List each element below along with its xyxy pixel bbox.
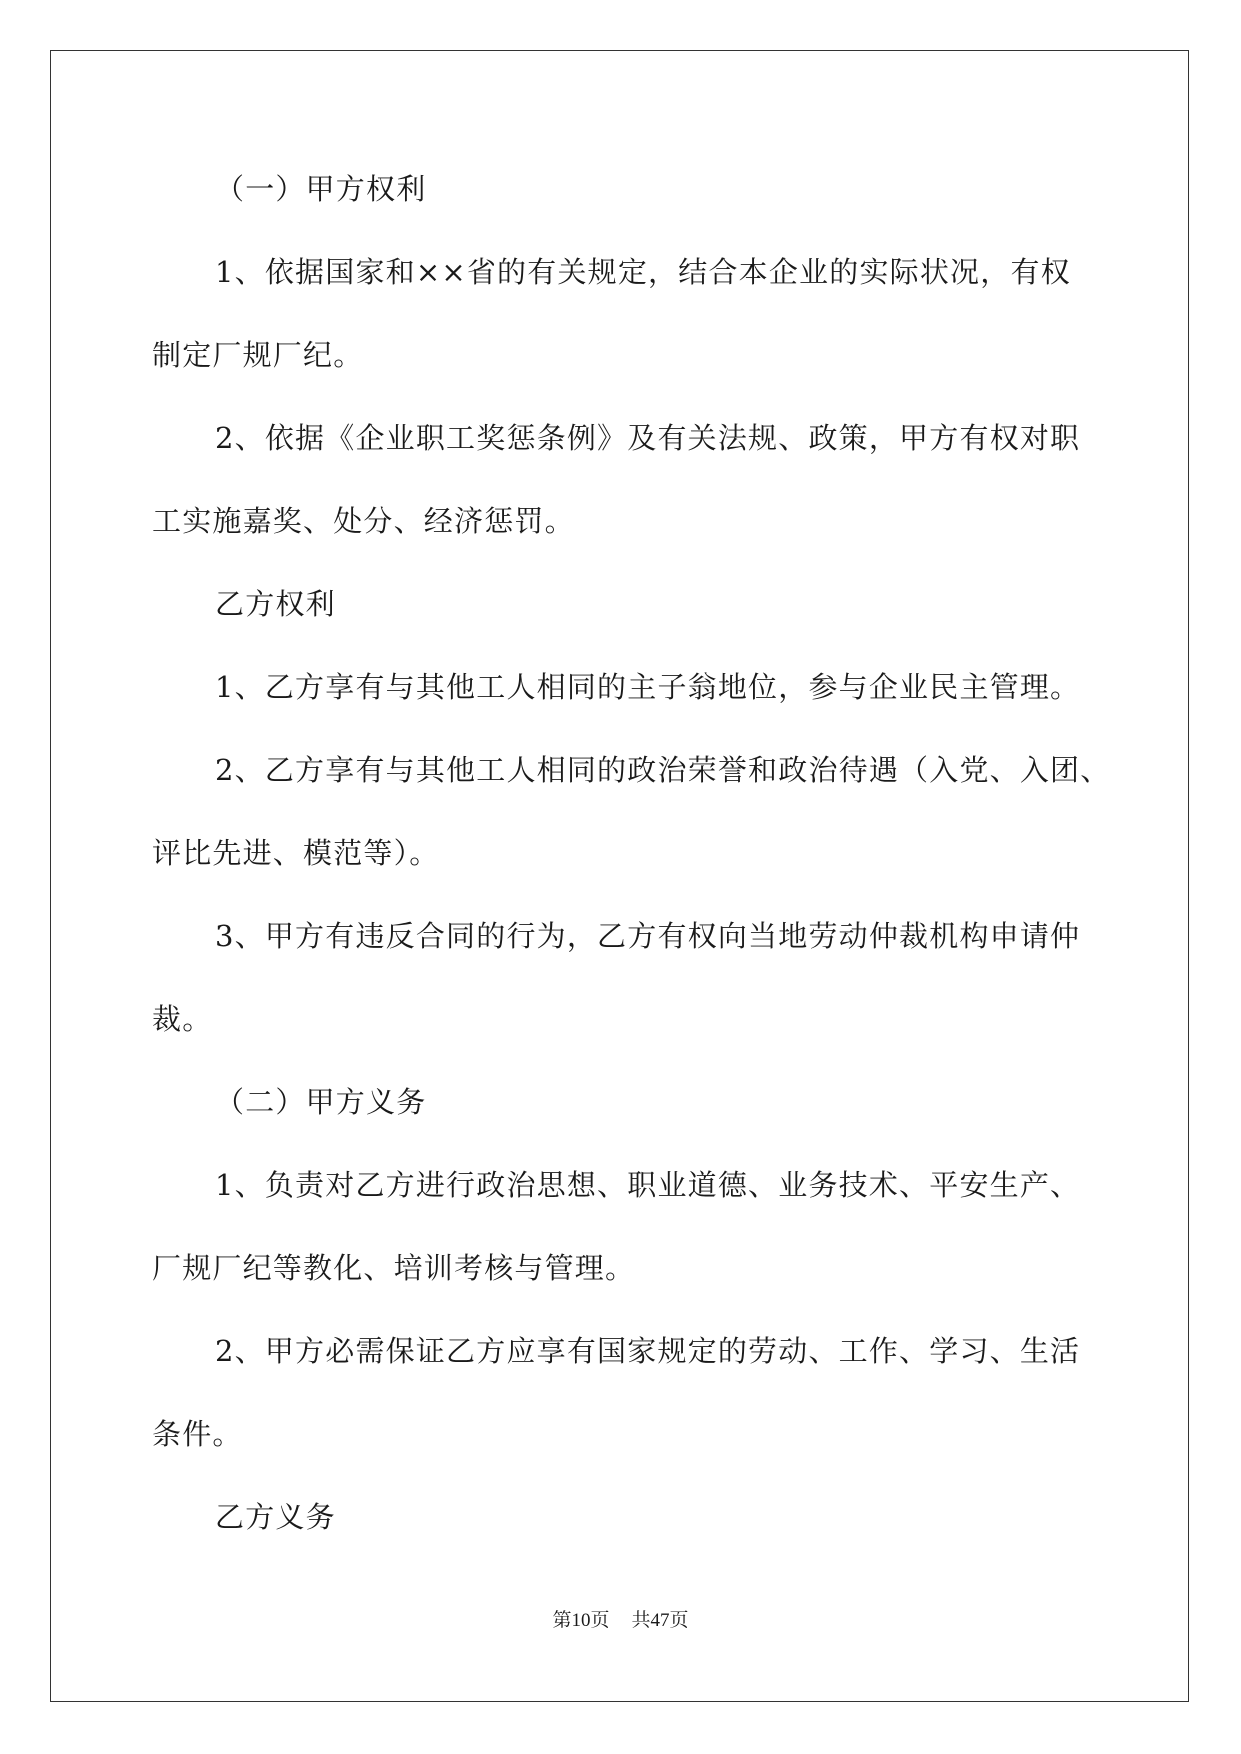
page-footer (0, 1609, 1241, 1633)
paragraph-line: 制定厂规厂纪。 (152, 338, 364, 372)
paragraph-line: 3、甲方有违反合同的行为，乙方有权向当地劳动仲裁机构申请仲 (215, 919, 1081, 953)
paragraph-line: 1、乙方享有与其他工人相同的主子翁地位，参与企业民主管理。 (215, 670, 1081, 704)
paragraph-line: 评比先进、模范等）。 (152, 836, 440, 870)
paragraph-line: 2、依据《企业职工奖惩条例》及有关法规、政策，甲方有权对职 (215, 421, 1081, 455)
paragraph-line: 2、乙方享有与其他工人相同的政治荣誉和政治待遇（入党、入团、 (215, 753, 1111, 787)
page-border (50, 50, 1189, 1702)
paragraph-line: 1、负责对乙方进行政治思想、职业道德、业务技术、平安生产、 (215, 1168, 1081, 1202)
section-heading-party-a-rights: （一）甲方权利 (215, 172, 427, 206)
section-heading-party-b-obligations: 乙方义务 (215, 1500, 336, 1534)
paragraph-line: 工实施嘉奖、处分、经济惩罚。 (152, 504, 575, 538)
paragraph-line: 裁。 (152, 1002, 213, 1036)
section-heading-party-a-obligations: （二）甲方义务 (215, 1085, 427, 1119)
paragraph-line: 厂规厂纪等教化、培训考核与管理。 (152, 1251, 636, 1285)
paragraph-line: 1、依据国家和××省的有关规定，结合本企业的实际状况，有权 (215, 255, 1071, 289)
page-total: 共47页 (631, 1610, 689, 1631)
page-number: 第10页 (552, 1610, 610, 1631)
paragraph-line: 2、甲方必需保证乙方应享有国家规定的劳动、工作、学习、生活 (215, 1334, 1081, 1368)
section-heading-party-b-rights: 乙方权利 (215, 587, 336, 621)
paragraph-line: 条件。 (152, 1417, 243, 1451)
